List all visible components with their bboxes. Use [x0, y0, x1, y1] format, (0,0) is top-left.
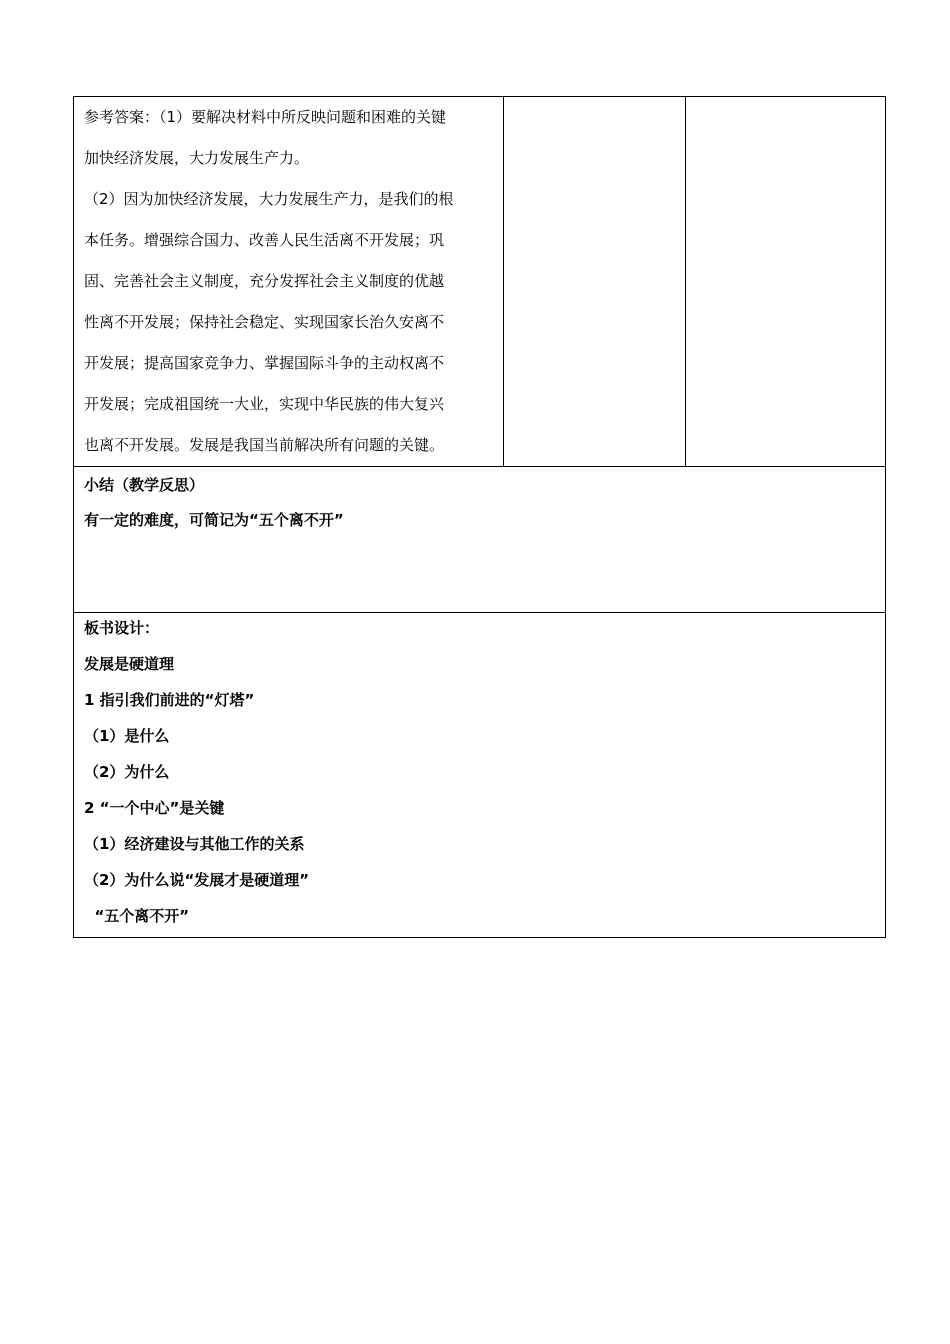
answer-line: 固、完善社会主义制度，充分发挥社会主义制度的优越: [84, 272, 445, 290]
board-design-row: [74, 613, 886, 938]
board-line: 1 指引我们前进的“灯塔”: [84, 691, 255, 709]
answer-line: （2）因为加快经济发展，大力发展生产力，是我们的根: [84, 190, 454, 208]
answer-line: 性离不开发展；保持社会稳定、实现国家长治久安离不: [84, 313, 445, 331]
board-design-heading: 板书设计：: [84, 619, 160, 637]
answer-line: 参考答案：（1）要解决材料中所反映问题和困难的关键: [84, 108, 447, 126]
answer-line: 开发展；提高国家竞争力、掌握国际斗争的主动权离不: [84, 354, 445, 372]
board-line: 2 “一个中心”是关键: [84, 799, 225, 817]
reference-answer-cell: [74, 97, 504, 467]
summary-heading: 小结（教学反思）: [84, 476, 205, 494]
answer-line: 本任务。增强综合国力、改善人民生活离不开发展；巩: [84, 231, 445, 249]
board-line: （2）为什么说“发展才是硬道理”: [84, 871, 310, 889]
answer-line: 开发展；完成祖国统一大业，实现中华民族的伟大复兴: [84, 395, 445, 413]
summary-row: [74, 467, 886, 613]
empty-cell-right: [685, 97, 885, 467]
lesson-plan-table: [73, 96, 886, 938]
board-line: （1）是什么: [84, 727, 170, 745]
board-design-cell: [74, 613, 886, 938]
answer-row: [74, 97, 886, 467]
board-line: “五个离不开”: [84, 907, 190, 925]
summary-text: 有一定的难度，可简记为“五个离不开”: [84, 511, 344, 529]
summary-cell: [74, 467, 886, 613]
answer-line: 也离不开发展。发展是我国当前解决所有问题的关键。: [84, 436, 445, 454]
empty-cell-middle: [503, 97, 685, 467]
board-line: （1）经济建设与其他工作的关系: [84, 835, 305, 853]
board-line: 发展是硬道理: [84, 655, 175, 673]
board-line: （2）为什么: [84, 763, 170, 781]
answer-line: 加快经济发展，大力发展生产力。: [84, 149, 310, 167]
